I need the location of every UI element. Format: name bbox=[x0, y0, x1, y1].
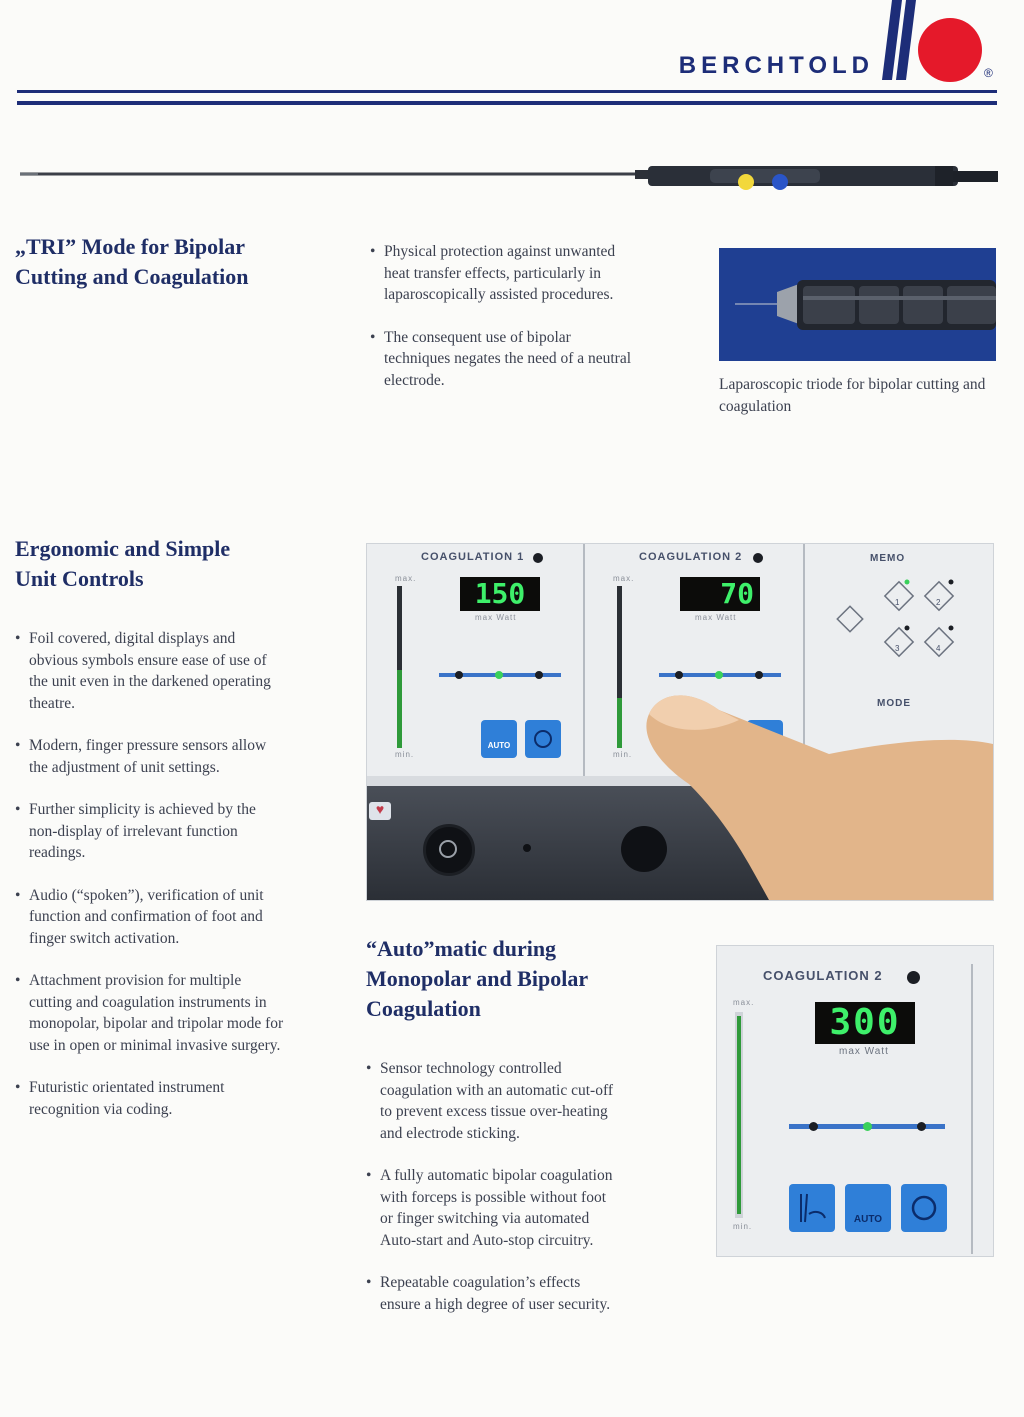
coag1-display: 150 bbox=[460, 577, 540, 611]
cycle-icon bbox=[525, 720, 561, 758]
tri-mode-title-line2: Cutting and Coagulation bbox=[15, 264, 249, 289]
max-label: max. bbox=[613, 574, 635, 583]
list-item: • Audio (“spoken”), verification of unit function and confirmation of foot and finger switch activation. bbox=[15, 885, 287, 950]
closeup-cycle-button[interactable] bbox=[901, 1184, 947, 1232]
list-item: • Sensor technology controlled coagulation with an automatic cut-off to prevent excess tissue over-heating and electrode sticking. bbox=[366, 1058, 622, 1144]
automatic-title-line1: “Auto”matic during bbox=[366, 936, 557, 961]
coag1-mode-dot-icon bbox=[495, 671, 503, 679]
yellow-button-icon bbox=[738, 174, 754, 190]
triode-caption: Laparoscopic triode for bipolar cutting and coagulation bbox=[719, 376, 986, 415]
list-item: • Foil covered, digital displays and obvious symbols ensure ease of use of the unit even in the darkened operating theatre. bbox=[15, 628, 287, 714]
section-ergonomic bbox=[15, 534, 345, 594]
coag1-level-bar bbox=[397, 586, 402, 748]
closeup-label: COAGULATION 2 bbox=[763, 968, 883, 983]
closeup-auto-button[interactable]: AUTO bbox=[845, 1184, 891, 1232]
list-item: • Attachment provision for multiple cutting and coagulation instruments in monopolar, bipolar and tripolar mode for use in open or minimal invasive surgery. bbox=[15, 970, 287, 1056]
mode-label: MODE bbox=[877, 698, 911, 709]
list-item: • Repeatable coagulation’s effects ensure a high degree of user security. bbox=[366, 1272, 622, 1315]
list-item: • Futuristic orientated instrument recognition via coding. bbox=[15, 1077, 287, 1120]
closeup-forceps-button[interactable] bbox=[789, 1184, 835, 1232]
finger-photo bbox=[629, 674, 993, 900]
cycle-icon bbox=[901, 1184, 947, 1232]
closeup-level-fill bbox=[737, 1016, 741, 1214]
coagulation-2-closeup bbox=[716, 945, 994, 1257]
closeup-mode-dot-icon bbox=[917, 1122, 926, 1131]
list-item: • Further simplicity is achieved by the non-display of irrelevant function readings. bbox=[15, 799, 287, 864]
coag1-indicator-icon bbox=[533, 553, 543, 563]
ergonomic-title-line1: Ergonomic and Simple bbox=[15, 536, 231, 561]
socket-pin-icon bbox=[439, 840, 457, 858]
laparoscopic-triode-photo bbox=[719, 248, 996, 361]
automatic-title-line2: Monopolar and Bipolar bbox=[366, 966, 589, 991]
memo-button-2[interactable]: 2 bbox=[936, 598, 941, 607]
tri-mode-title-line1: „TRI” Mode for Bipolar bbox=[15, 234, 245, 259]
coag2-level-fill bbox=[617, 698, 622, 748]
min-label: min. bbox=[733, 1222, 753, 1231]
closeup-display: 300 bbox=[815, 1002, 915, 1044]
header-rule-thin bbox=[17, 90, 997, 93]
coag1-auto-button[interactable]: AUTO bbox=[481, 720, 517, 758]
memo-button-3[interactable]: 3 bbox=[895, 644, 900, 653]
coag2-indicator-icon bbox=[753, 553, 763, 563]
ergonomic-title-line2: Unit Controls bbox=[15, 566, 144, 591]
closeup-mode-dot-icon bbox=[809, 1122, 818, 1131]
closeup-level-track bbox=[735, 1012, 743, 1218]
coag1-mode-dot-icon bbox=[455, 671, 463, 679]
max-label: max. bbox=[733, 998, 755, 1007]
list-item: • The consequent use of bipolar techniques negates the need of a neutral electrode. bbox=[370, 327, 640, 392]
coag2-level-bar bbox=[617, 586, 622, 748]
tri-mode-bullets bbox=[370, 241, 640, 412]
section-automatic bbox=[366, 934, 686, 1024]
brand-logo-dot bbox=[918, 18, 982, 82]
ergonomic-bullets bbox=[15, 628, 287, 1141]
automatic-title-line3: Coagulation bbox=[366, 996, 481, 1021]
closeup-mode-dot-icon bbox=[863, 1122, 872, 1131]
coag1-mode-dot-icon bbox=[535, 671, 543, 679]
max-label: max. bbox=[395, 574, 417, 583]
coag2-unit: max Watt bbox=[695, 613, 737, 622]
coag1-unit: max Watt bbox=[475, 613, 517, 622]
closeup-unit: max Watt bbox=[839, 1046, 889, 1057]
blue-button-icon bbox=[772, 174, 788, 190]
list-item: • Physical protection against unwanted heat transfer effects, particularly in laparoscopically assisted procedures. bbox=[370, 241, 640, 306]
header-rule-thick bbox=[17, 101, 997, 105]
instrument-illustration bbox=[20, 160, 1000, 192]
coag2-display: 70 bbox=[680, 577, 760, 611]
brand-logo-bars bbox=[878, 0, 918, 80]
panel-divider bbox=[583, 544, 585, 776]
automatic-bullets bbox=[366, 1058, 622, 1336]
socket-dot-icon bbox=[523, 844, 531, 852]
min-label: min. bbox=[395, 750, 415, 759]
list-item: • Modern, finger pressure sensors allow the adjustment of unit settings. bbox=[15, 735, 287, 778]
registered-mark: ® bbox=[984, 66, 993, 80]
memo-label: MEMO bbox=[870, 553, 906, 564]
list-item: • A fully automatic bipolar coagulation with forceps is possible without foot or finger switching via automated Auto-start and Auto-stop circuitry. bbox=[366, 1165, 622, 1251]
memo-button-1[interactable]: 1 bbox=[895, 598, 900, 607]
brand-name: BERCHTOLD bbox=[678, 52, 874, 79]
coag2-label: COAGULATION 2 bbox=[639, 551, 743, 563]
heart-icon: ♥ bbox=[369, 802, 391, 820]
min-label: min. bbox=[613, 750, 633, 759]
closeup-divider bbox=[971, 964, 973, 1254]
forceps-hand-icon bbox=[789, 1184, 835, 1232]
control-panel-photo bbox=[366, 543, 994, 901]
section-tri-mode bbox=[15, 232, 345, 292]
coag1-cycle-button[interactable] bbox=[525, 720, 561, 758]
coag1-level-fill bbox=[397, 670, 402, 748]
closeup-indicator-icon bbox=[907, 971, 920, 984]
coag1-label: COAGULATION 1 bbox=[421, 551, 525, 563]
memo-button-4[interactable]: 4 bbox=[936, 644, 941, 653]
